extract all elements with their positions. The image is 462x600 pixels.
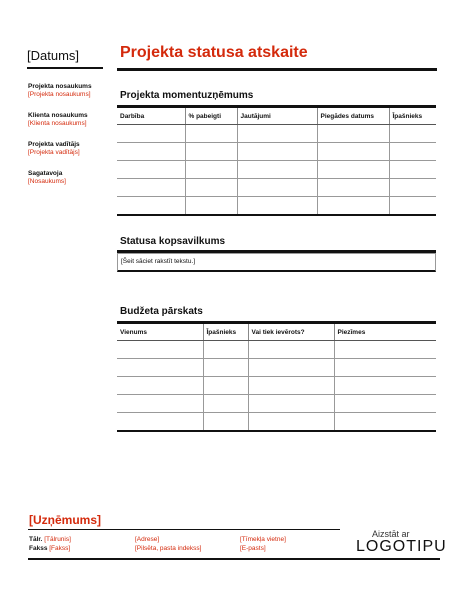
table-cell[interactable]	[248, 341, 334, 359]
table-cell[interactable]	[317, 197, 389, 215]
meta-value[interactable]: [Projekta vadītājs]	[28, 149, 80, 156]
company-name[interactable]: [Uzņēmums]	[29, 513, 102, 527]
footer-bottom-divider	[28, 558, 440, 560]
table-cell[interactable]	[185, 197, 237, 215]
table-cell[interactable]	[237, 125, 317, 143]
table-cell[interactable]	[117, 125, 185, 143]
footer-web	[240, 535, 286, 553]
table-cell[interactable]	[237, 161, 317, 179]
title-divider	[117, 68, 437, 71]
table-cell[interactable]	[237, 143, 317, 161]
table-cell[interactable]	[203, 395, 248, 413]
column-header: Darbība	[117, 107, 185, 125]
column-header: Jautājumi	[237, 107, 317, 125]
table-cell[interactable]	[334, 359, 436, 377]
meta-project-manager	[28, 141, 108, 157]
table-cell[interactable]	[389, 125, 436, 143]
column-header: Vienums	[117, 323, 203, 341]
column-header: Īpašnieks	[389, 107, 436, 125]
milestones-heading: Projekta momentuzņēmums	[120, 90, 254, 101]
footer-contact-phone	[29, 535, 71, 553]
budget-heading: Budžeta pārskats	[120, 306, 203, 317]
table-row	[117, 341, 436, 359]
table-cell[interactable]	[334, 341, 436, 359]
table-cell[interactable]	[203, 341, 248, 359]
footer-divider	[28, 529, 340, 530]
footer-address	[135, 535, 201, 553]
milestones-table	[117, 105, 436, 216]
table-cell[interactable]	[203, 359, 248, 377]
table-row	[117, 125, 436, 143]
table-row	[117, 197, 436, 215]
table-row	[117, 413, 436, 431]
table-cell[interactable]	[117, 143, 185, 161]
table-row	[117, 179, 436, 197]
phone-value[interactable]: [Tālrunis]	[44, 536, 71, 543]
logo-placeholder[interactable]: LOGOTIPU	[356, 538, 447, 555]
budget-table	[117, 321, 436, 432]
meta-label: Klienta nosaukums	[28, 112, 88, 119]
column-header: Piegādes datums	[317, 107, 389, 125]
address-value[interactable]: [Adrese]	[135, 536, 160, 543]
table-cell[interactable]	[237, 179, 317, 197]
column-header: Īpašnieks	[203, 323, 248, 341]
table-cell[interactable]	[185, 161, 237, 179]
table-cell[interactable]	[185, 125, 237, 143]
table-cell[interactable]	[389, 197, 436, 215]
project-meta	[28, 83, 108, 199]
table-row	[117, 377, 436, 395]
date-field[interactable]: [Datums]	[27, 48, 103, 69]
table-cell[interactable]	[317, 179, 389, 197]
city-value[interactable]: [Pilsēta, pasta indekss]	[135, 545, 202, 552]
table-cell[interactable]	[248, 413, 334, 431]
table-cell[interactable]	[203, 377, 248, 395]
meta-label: Projekta vadītājs	[28, 141, 80, 148]
table-row	[117, 359, 436, 377]
table-cell[interactable]	[248, 359, 334, 377]
table-cell[interactable]	[117, 197, 185, 215]
meta-label: Sagatavoja	[28, 170, 63, 177]
table-header-row	[117, 323, 436, 341]
table-cell[interactable]	[117, 179, 185, 197]
table-cell[interactable]	[117, 359, 203, 377]
table-cell[interactable]	[117, 341, 203, 359]
table-cell[interactable]	[185, 179, 237, 197]
table-cell[interactable]	[317, 143, 389, 161]
table-cell[interactable]	[334, 377, 436, 395]
table-cell[interactable]	[203, 413, 248, 431]
meta-value[interactable]: [Nosaukums]	[28, 178, 66, 185]
phone-label: Tālr.	[29, 536, 43, 543]
table-row	[117, 161, 436, 179]
fax-value[interactable]: [Fakss]	[49, 545, 71, 552]
table-cell[interactable]	[389, 161, 436, 179]
table-cell[interactable]	[248, 395, 334, 413]
table-cell[interactable]	[317, 161, 389, 179]
table-cell[interactable]	[317, 125, 389, 143]
table-cell[interactable]	[334, 413, 436, 431]
table-cell[interactable]	[334, 395, 436, 413]
meta-prepared-by	[28, 170, 108, 186]
fax-label: Fakss	[29, 545, 48, 552]
table-row	[117, 395, 436, 413]
meta-project-name	[28, 83, 108, 99]
table-cell[interactable]	[248, 377, 334, 395]
table-header-row	[117, 107, 436, 125]
table-cell[interactable]	[117, 377, 203, 395]
table-cell[interactable]	[117, 395, 203, 413]
table-cell[interactable]	[389, 179, 436, 197]
meta-value[interactable]: [Klienta nosaukums]	[28, 120, 87, 127]
table-cell[interactable]	[185, 143, 237, 161]
table-cell[interactable]	[117, 161, 185, 179]
summary-heading: Statusa kopsavilkums	[120, 236, 226, 247]
logo-placeholder-caption: Aizstāt ar	[372, 529, 410, 539]
column-header: % pabeigti	[185, 107, 237, 125]
email-value[interactable]: [E-pasts]	[240, 545, 266, 552]
summary-text-field[interactable]: [Šeit sāciet rakstīt tekstu.]	[117, 253, 436, 272]
meta-label: Projekta nosaukums	[28, 83, 92, 90]
column-header: Piezīmes	[334, 323, 436, 341]
table-row	[117, 143, 436, 161]
website-value[interactable]: [Tīmekļa vietne]	[240, 536, 286, 543]
page-title: Projekta statusa atskaite	[120, 44, 308, 61]
table-cell[interactable]	[237, 197, 317, 215]
column-header: Vai tiek ievērots?	[248, 323, 334, 341]
meta-client-name	[28, 112, 108, 128]
table-cell[interactable]	[117, 413, 203, 431]
table-cell[interactable]	[389, 143, 436, 161]
meta-value[interactable]: [Projekta nosaukums]	[28, 91, 91, 98]
